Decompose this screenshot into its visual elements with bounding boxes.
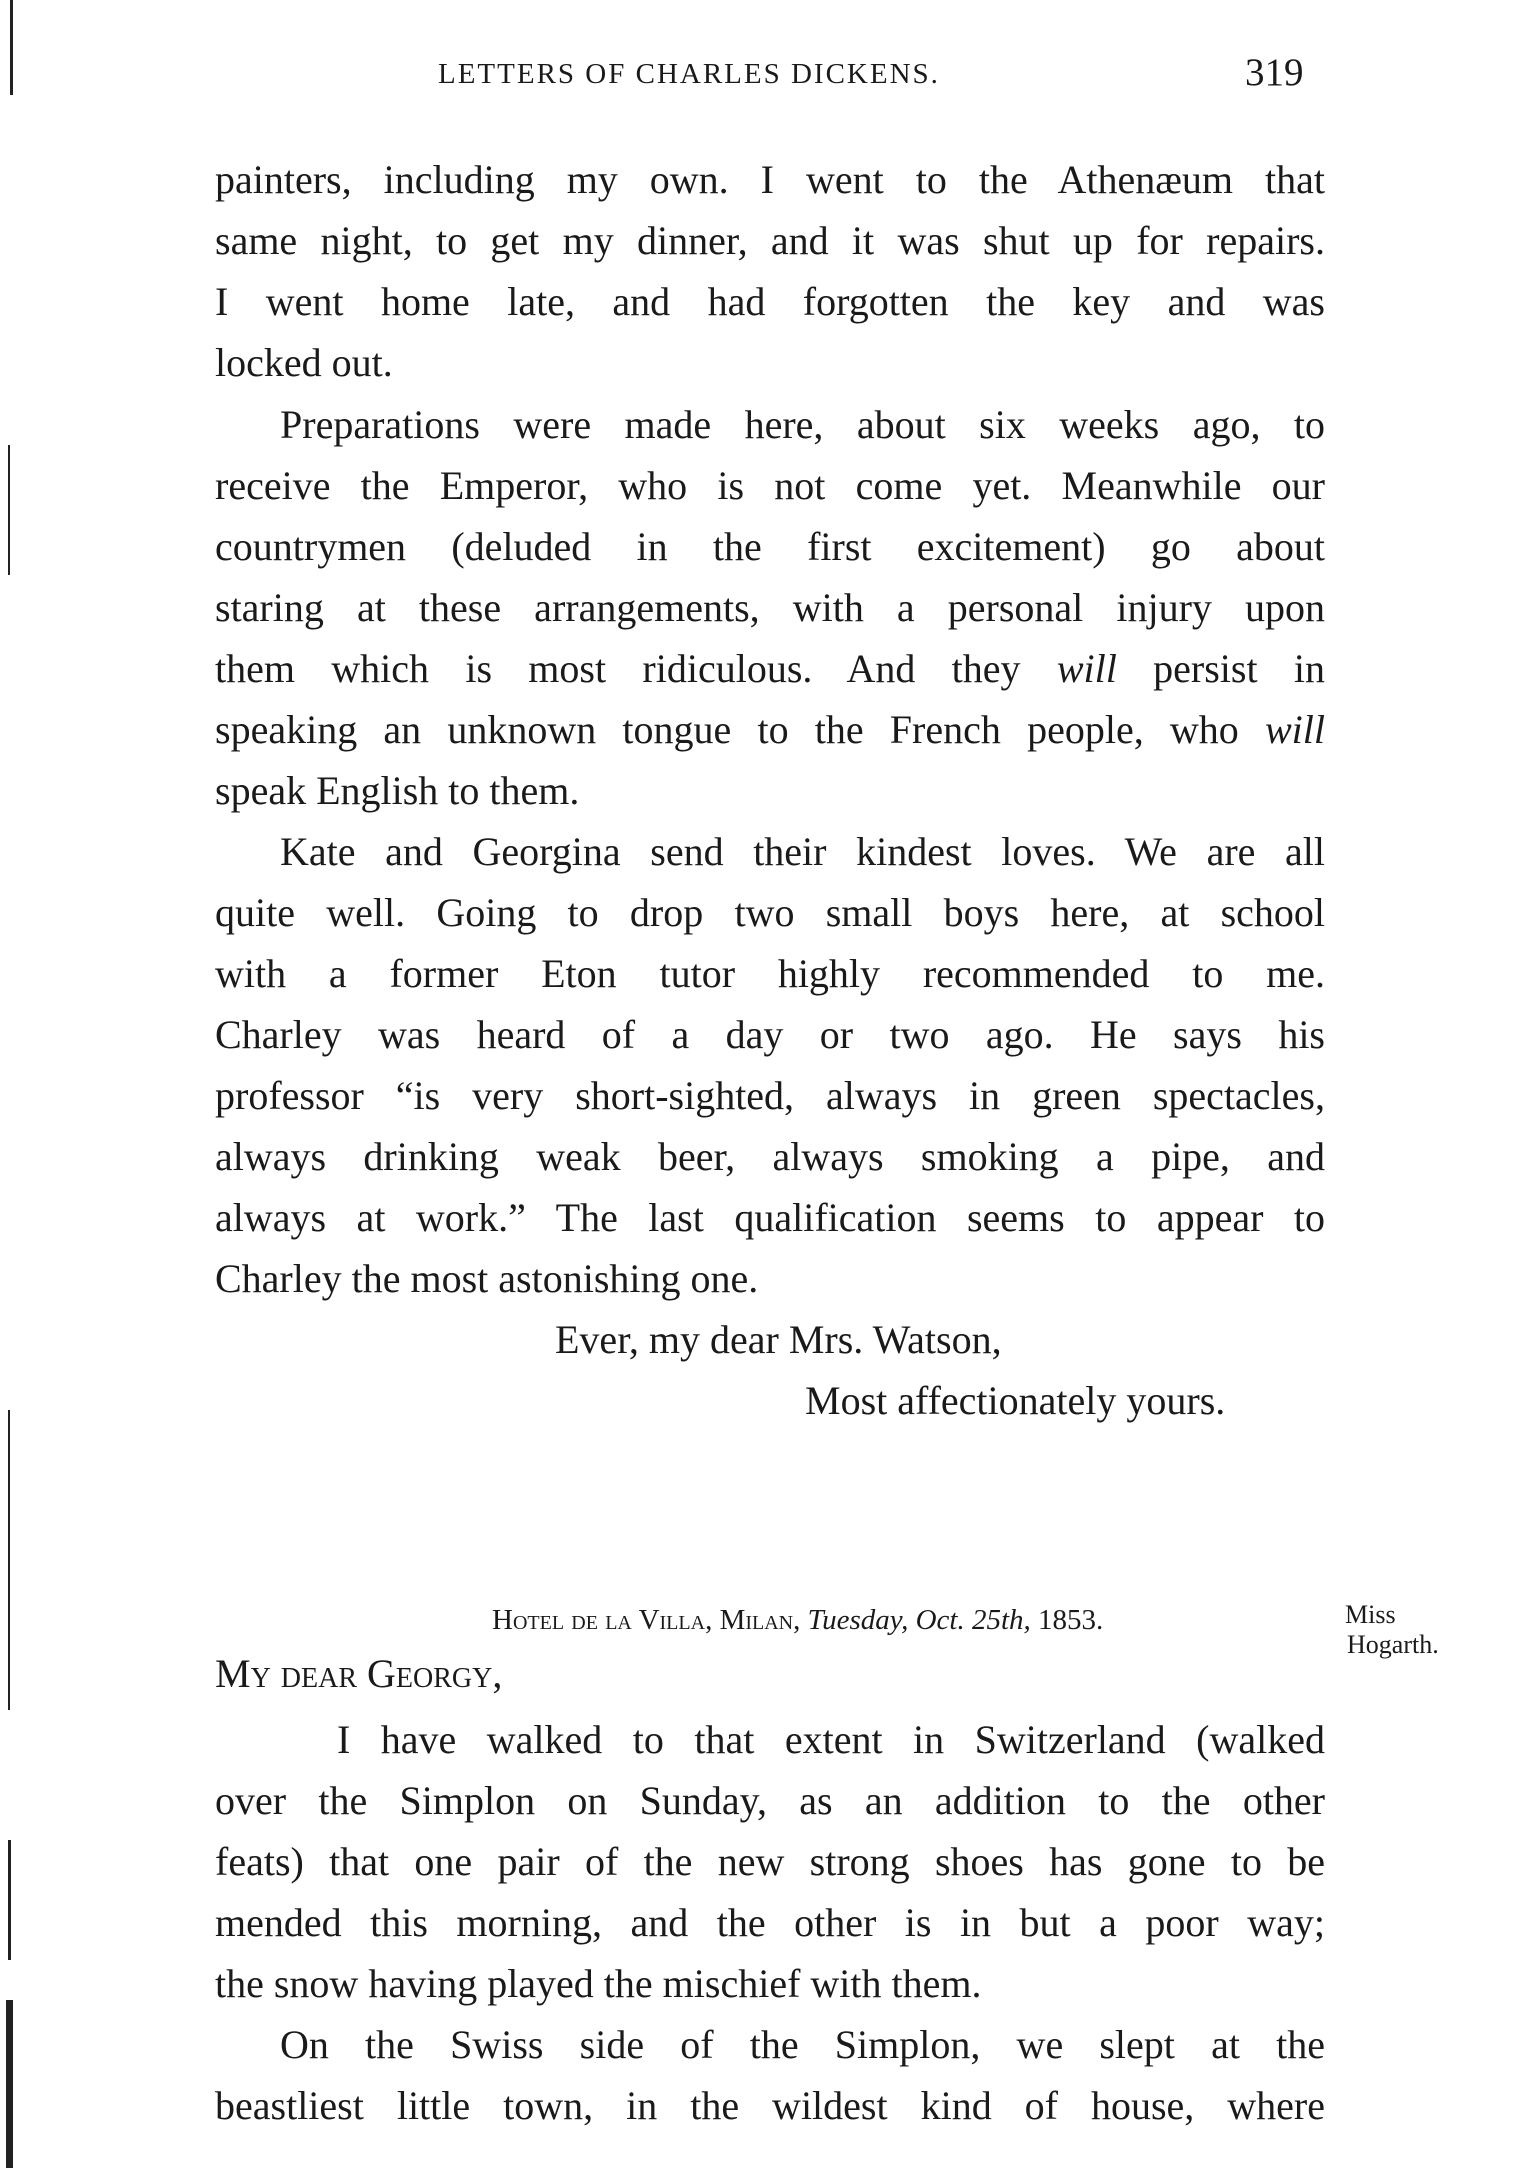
text-span: persist in: [1116, 646, 1326, 691]
closing-line: Ever, my dear Mrs. Watson,: [555, 1317, 1002, 1362]
text-line: always at work.” The last qualification seems to appear to: [215, 1195, 1325, 1240]
text-line: countrymen (deluded in the first excitement) go about: [215, 524, 1325, 569]
text-line: Preparations were made here, about six weeks ago, to: [280, 402, 1325, 447]
text-line: professor “is very short-sighted, always in green spectacles,: [215, 1073, 1325, 1118]
scan-edge-mark: [8, 445, 10, 575]
text-line: I went home late, and had forgotten the key and was: [215, 279, 1325, 324]
text-line: Kate and Georgina send their kindest loves. We are all: [280, 829, 1325, 874]
dateline-year: 1853.: [1038, 1604, 1104, 1636]
margin-note-line: Miss: [1345, 1600, 1396, 1629]
signature-line: Most affectionately yours.: [805, 1378, 1226, 1423]
scan-edge-mark: [10, 0, 13, 95]
text-line: staring at these arrangements, with a personal injury upon: [215, 585, 1325, 630]
text-line: feats) that one pair of the new strong shoes has gone to be: [215, 1839, 1325, 1884]
text-line: On the Swiss side of the Simplon, we slept at the: [280, 2022, 1325, 2067]
dateline-day: Tuesday,: [807, 1604, 909, 1636]
scan-edge-mark: [6, 2000, 13, 2168]
text-line: I have walked to that extent in Switzerland (walked: [337, 1717, 1325, 1762]
text-line: Charley was heard of a day or two ago. He says his: [215, 1012, 1325, 1057]
text-line: beastliest little town, in the wildest kind of house, where: [215, 2083, 1325, 2128]
text-line: receive the Emperor, who is not come yet. Meanwhile our: [215, 463, 1325, 508]
text-line: always drinking weak beer, always smoking a pipe, and: [215, 1134, 1325, 1179]
text-line: speak English to them.: [215, 768, 580, 813]
dateline-place: Hotel de la Villa, Milan,: [492, 1604, 801, 1636]
recipient-margin-note: [1345, 1600, 1439, 1660]
text-line: [215, 708, 1325, 752]
page-number: 319: [1245, 51, 1304, 94]
letter-dateline: [492, 1604, 1103, 1637]
text-line: quite well. Going to drop two small boys here, at school: [215, 890, 1325, 935]
scan-edge-mark: [8, 1410, 10, 1710]
margin-note-line: Hogarth.: [1347, 1630, 1439, 1659]
text-line: with a former Eton tutor highly recommended to me.: [215, 951, 1325, 996]
text-line: [215, 647, 1325, 691]
emphasis: will: [1056, 646, 1117, 691]
emphasis: will: [1264, 707, 1325, 752]
text-line: locked out.: [215, 340, 393, 385]
dateline-date: Oct. 25th,: [915, 1604, 1031, 1636]
text-line: the snow having played the mischief with them.: [215, 1961, 982, 2006]
text-span: them which is most ridiculous. And they: [215, 646, 1057, 691]
text-span: speaking an unknown tongue to the French people, who: [215, 707, 1265, 752]
salutation: My dear Georgy,: [215, 1651, 503, 1696]
text-line: same night, to get my dinner, and it was shut up for repairs.: [215, 218, 1325, 263]
running-title: LETTERS OF CHARLES DICKENS.: [438, 58, 940, 90]
scan-edge-mark: [8, 1840, 11, 1960]
text-line: mended this morning, and the other is in but a poor way;: [215, 1900, 1325, 1945]
text-line: Charley the most astonishing one.: [215, 1256, 759, 1301]
text-line: painters, including my own. I went to the Athenæum that: [215, 157, 1325, 202]
text-line: over the Simplon on Sunday, as an addition to the other: [215, 1778, 1325, 1823]
